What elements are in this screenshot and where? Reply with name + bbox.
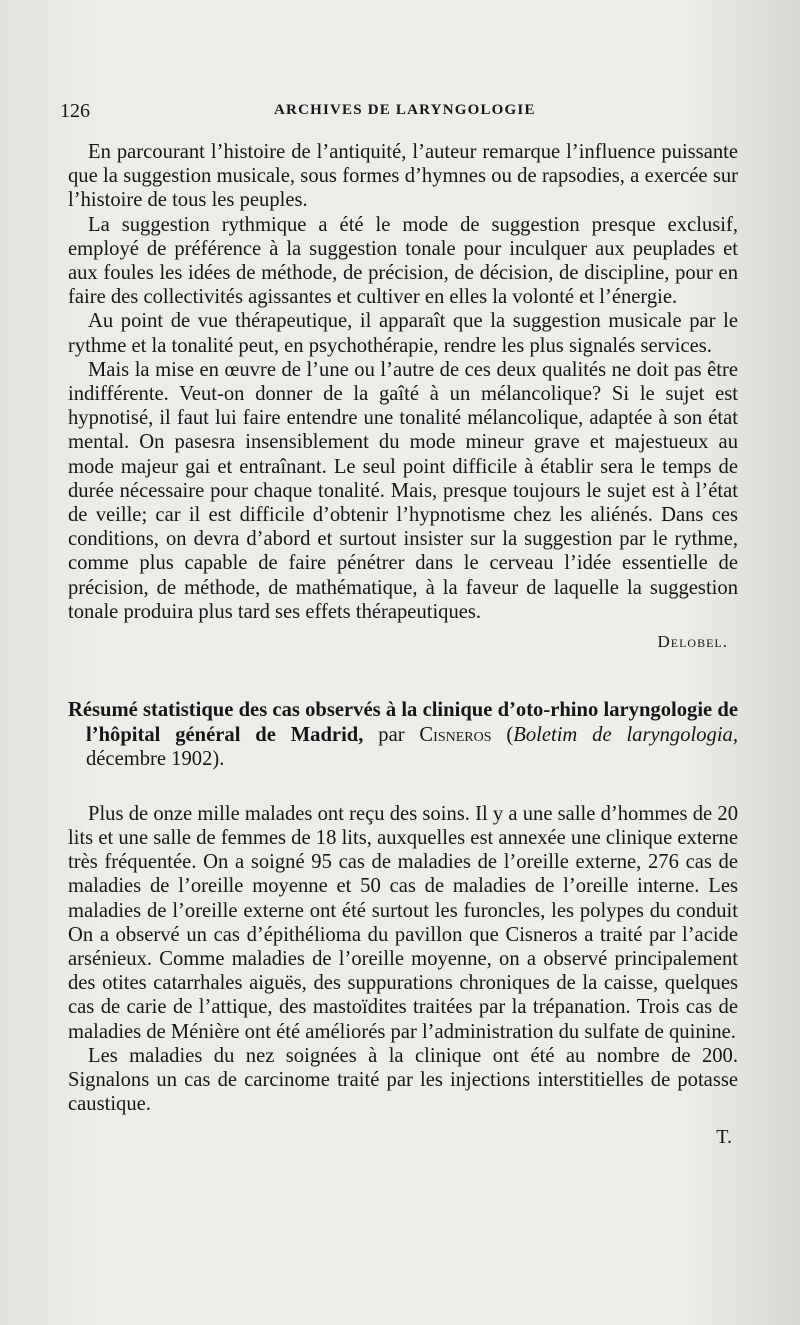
page-number: 126 [60,100,90,122]
journal-title: ARCHIVES DE LARYNGOLOGIE [274,102,536,118]
paragraph: Plus de onze mille malades ont reçu des soins. Il y a une salle d’hommes de 20 lits et une salle de femmes de 18 lits, auxquelles est annexée une clinique externe très fréquentée. On a soigné 95 cas de maladies de l’oreille externe, 276 cas de maladies de l’oreille moyenne et 50 cas de maladies de l’oreille interne. Les maladies de l’oreille externe ont été surtout les furoncles, les polypes du conduit On a observé un cas d’épithélioma du pavillon que Cisneros a traité par l’acide arsénieux. Comme maladies de l’oreille moyenne, on a observé principalement des otites catarrhales aiguës, des suppurations chroniques de la caisse, quelques cas de carie de l’attique, des mastoïdites traitées par la trépanation. Trois cas de maladies de Ménière ont été améliorés par l’administration du sulfate de quinine. [68,802,738,1043]
running-head [60,96,738,126]
article-source: Boletim de laryngologia, [513,723,738,746]
article-author: Cisneros [419,723,492,746]
paragraph: En parcourant l’histoire de l’antiquité, l’auteur remarque l’influence puissante que la suggestion musicale, sous formes d’hymnes ou de rapsodies, a exercée sur l’histoire de tous les peuples. [68,141,738,212]
paragraph: Au point de vue thérapeutique, il apparaît que la suggestion musicale par le rythme et la tonalité peut, en psychothérapie, rendre les plus signalés services. [68,310,738,357]
author-signature: Delobel. [657,632,728,652]
article-madrid-statistics [68,802,738,1150]
paragraph: Les maladies du nez soignées à la clinique ont été au nombre de 200. Signalons un cas de carcinome traité par les injections interstitielles de potasse caustique. [68,1044,738,1116]
paragraph: La suggestion rythmique a été le mode de suggestion presque exclusif, employé de préférence à la suggestion tonale pour inculquer aux peuplades et aux foules les idées de méthode, de précision, de décision, de discipline, pour en faire des collectivités agissantes et cultiver en elles la volonté et l’énergie. [68,213,738,309]
article-title [68,698,738,772]
title-par: par [363,723,420,746]
article-musical-suggestion [68,140,738,652]
article-title-main: Résumé statistique des cas observés à la clinique d’oto-rhino laryngologie de l’hôpital général de Madrid, [68,699,738,746]
paragraph: Mais la mise en œuvre de l’une ou l’autre de ces deux qualités ne doit pas être indifférente. Veut-on donner de la gaîté à un mélancolique? Si le sujet est hypnotisé, il faut lui faire entendre une tonalité mélancolique, adaptée à son état mental. On pasesra insensiblement du mode mineur grave et majestueux au mode majeur gai et entraînant. Le seul point difficile à établir sera le temps de durée nécessaire pour chaque tonalité. Mais, presque toujours le sujet est à l’état de veille; car il est difficile d’obtenir l’hypnotisme chez les aliénés. Dans ces conditions, on devra d’abord et surtout insister sur la suggestion par le rythme, comme plus capable de faire pénétrer dans le cerveau l’idée essentielle de précision, de méthode, de mathématique, à la faveur de laquelle la suggestion tonale produira plus tard ses effets thérapeutiques. [68,358,738,623]
author-signature: T. [716,1126,732,1149]
title-source-open: ( [491,723,514,746]
article-date: décembre 1902). [86,748,225,771]
